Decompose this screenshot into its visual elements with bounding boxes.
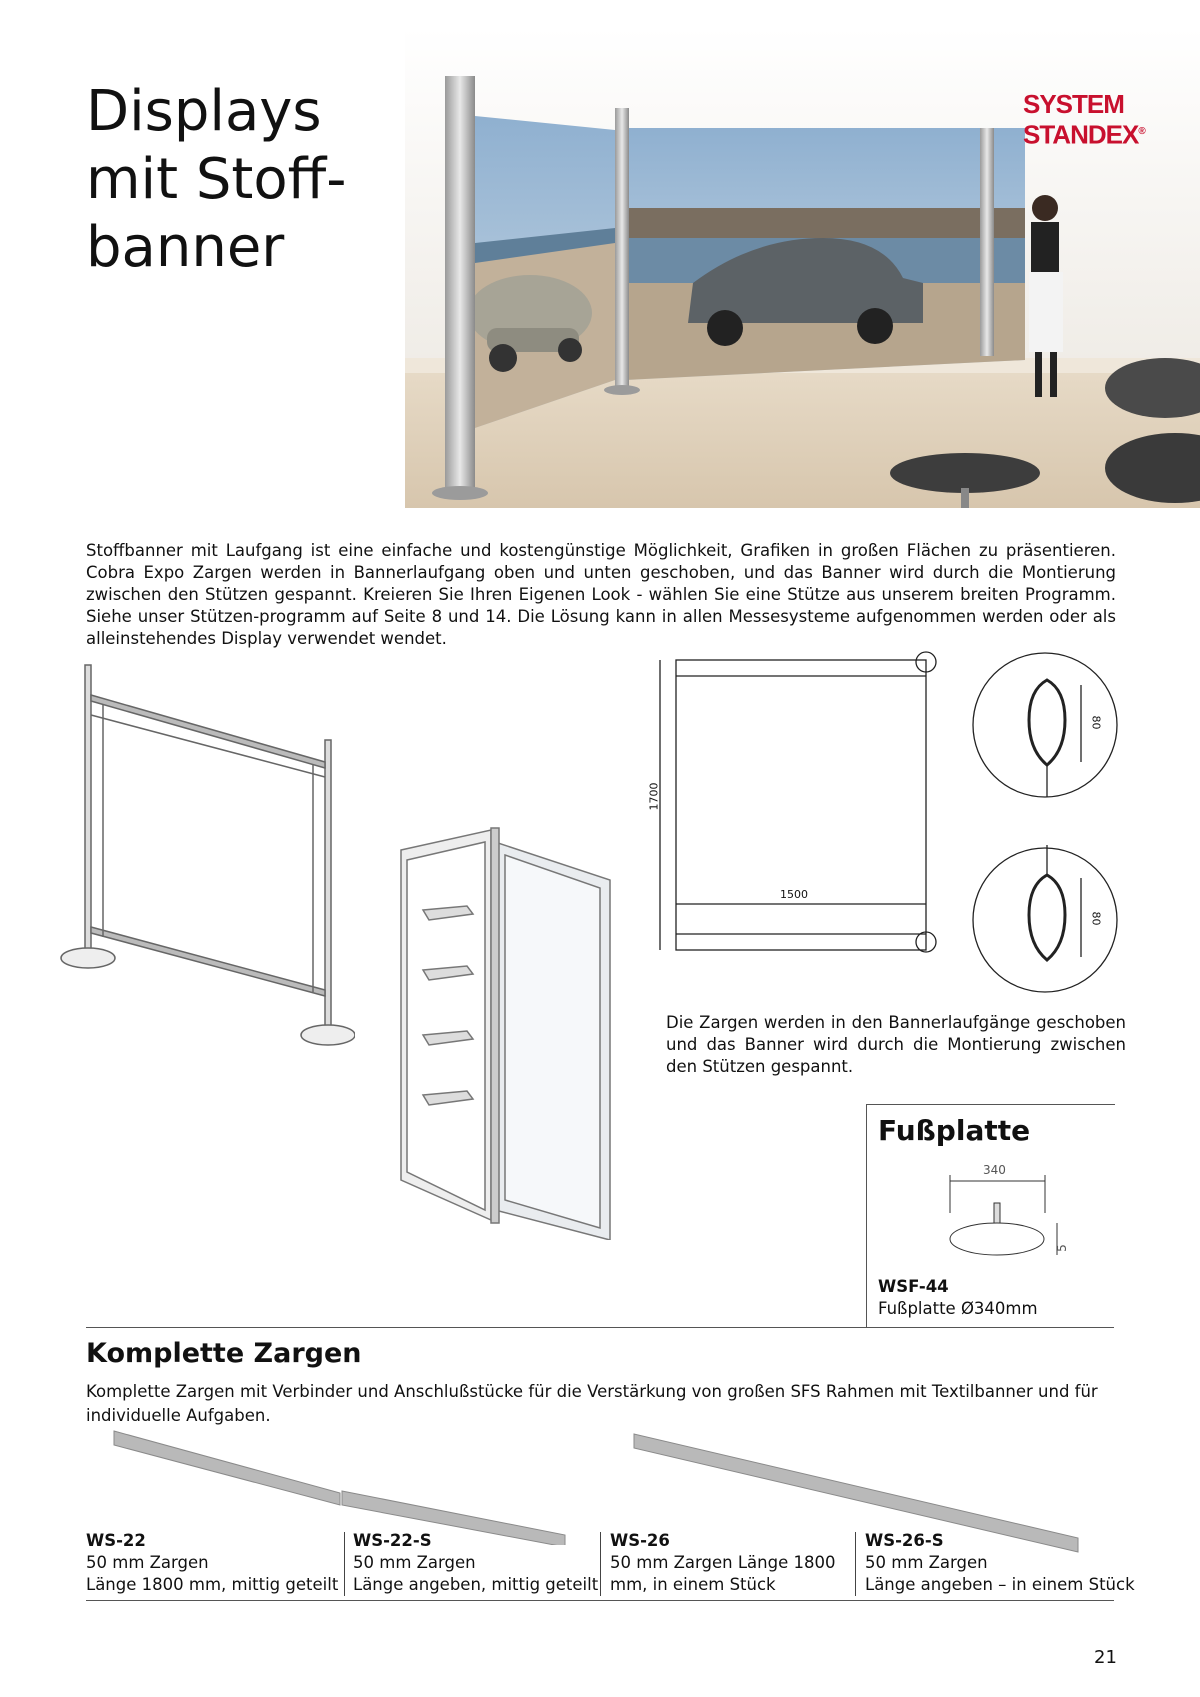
technical-dimension-drawing: [640, 640, 940, 960]
bottom-divider: [86, 1600, 1114, 1601]
product-line-1: 50 mm Zargen: [86, 1553, 209, 1572]
title-line-3: banner: [86, 215, 285, 280]
fussplatte-title: Fußplatte: [878, 1114, 1031, 1147]
logo-registered-mark: ®: [1138, 126, 1145, 137]
profile-detail-illustration: [945, 650, 1125, 1000]
width-dimension-label: 1500: [780, 888, 808, 901]
ws-22-bar-image: [110, 1425, 580, 1545]
page-number: 21: [1094, 1647, 1117, 1668]
profile-detail-drawing: [945, 650, 1125, 1000]
product-line-2: Länge 1800 mm, mittig geteilt: [86, 1575, 339, 1594]
product-code: WS-22: [86, 1531, 146, 1550]
product-ws-22: [86, 1530, 338, 1596]
komplette-zargen-title: Komplette Zargen: [86, 1338, 362, 1369]
base-plate-height-label: 5: [1054, 1244, 1069, 1252]
logo-line-1: SYSTEM: [1023, 89, 1124, 119]
title-line-1: Displays: [86, 79, 322, 144]
system-standex-logo: [1023, 89, 1145, 150]
product-code: WS-26: [610, 1531, 670, 1550]
fussplatte-code: WSF-44: [878, 1277, 949, 1296]
product-line-2: Länge angeben – in einem Stück: [865, 1575, 1135, 1594]
base-plate-drawing: [945, 1163, 1075, 1263]
product-line-1: 50 mm Zargen Länge 1800: [610, 1553, 836, 1572]
detail-top-dimension: 80: [1089, 715, 1103, 730]
product-line-2: Länge angeben, mittig geteilt: [353, 1575, 599, 1594]
height-dimension-label: 1700: [647, 782, 661, 811]
product-line-1: 50 mm Zargen: [865, 1553, 988, 1572]
shelf-display-drawing: [395, 820, 625, 1240]
product-line-1: 50 mm Zargen: [353, 1553, 476, 1572]
logo-line-2: [1023, 118, 1145, 150]
fussplatte-description: Fußplatte Ø340mm: [878, 1299, 1038, 1318]
page-title: [86, 78, 346, 282]
ws-22-bar-illustration: [110, 1425, 580, 1545]
intro-paragraph: Stoffbanner mit Laufgang ist eine einfache und kostengünstige Möglichkeit, Grafiken in großen Flächen zu präsentieren. Cobra Expo Zargen werden in Bannerlaufgang oben und unten geschoben, und das Banner wird durch die Montierung zwischen den Stützen gespannt. Kreieren Sie Ihren Eigenen Look - wählen Sie eine Stütze aus unserem breiten Programm. Siehe unser Stützen-programm auf Seite 8 und 14. Die Lösung kann in allen Messesysteme aufgenommen werden oder als alleinstehendes Display verwendet wendet.: [86, 541, 1116, 648]
product-ws-22-s: [353, 1530, 598, 1596]
drawing-caption: Die Zargen werden in den Bannerlaufgänge geschoben und das Banner wird durch die Montierung zwischen den Stützen gespannt.: [666, 1013, 1126, 1076]
komplette-zargen-description: Komplette Zargen mit Verbinder und Anschlußstücke für die Verstärkung von großen SFS Rahmen mit Textilbanner und für individuelle Aufgaben.: [86, 1382, 1098, 1425]
base-plate-width-label: 340: [983, 1163, 1006, 1177]
product-line-2: mm, in einem Stück: [610, 1575, 776, 1594]
banner-display-illustration: [55, 655, 355, 1055]
product-ws-26: [610, 1530, 836, 1596]
banner-display-drawing: [55, 655, 355, 1055]
column-divider: [344, 1532, 345, 1596]
product-code: WS-22-S: [353, 1531, 432, 1550]
product-ws-26-s: [865, 1530, 1135, 1596]
section-divider: [86, 1327, 1114, 1328]
title-line-2: mit Stoff-: [86, 147, 347, 212]
technical-dimension-illustration: [640, 640, 940, 960]
column-divider: [600, 1532, 601, 1596]
logo-line-2-text: STANDEX: [1023, 119, 1139, 150]
shelf-display-illustration: [395, 820, 625, 1240]
detail-bottom-dimension: 80: [1089, 911, 1103, 926]
product-code: WS-26-S: [865, 1531, 944, 1550]
column-divider: [855, 1532, 856, 1596]
